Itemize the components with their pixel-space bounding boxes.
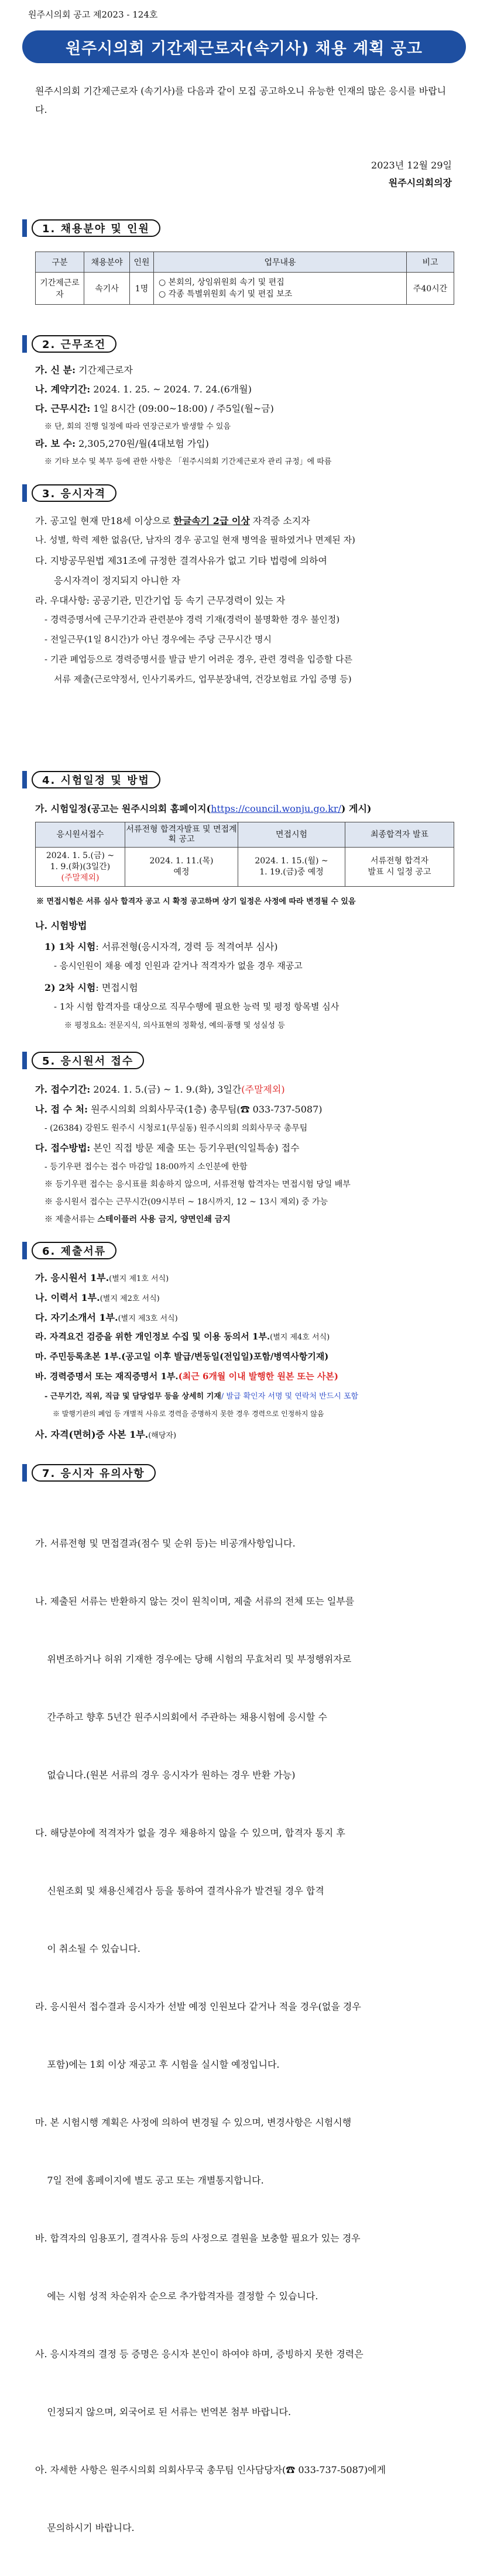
method-1: 1) 1차 시험: 서류전형(응시자격, 경력 등 적격여부 심사) (44, 941, 278, 952)
application-place: 나. 접 수 처: 원주시의회 의회사무국(1층) 총무팀(☎ 033-737-5087) (35, 1104, 323, 1115)
table-cell: 2024. 1. 15.(월) ~ 1. 19.(금)중 예정 (238, 848, 345, 887)
qualification-4c: - 기관 폐업등으로 경력증명서를 발급 받기 어려운 경우, 관련 경력을 입증할 다른 (44, 654, 352, 664)
qualification-4: 라. 우대사항: 공공기관, 민간기업 등 속기 근무경력이 있는 자 (35, 595, 286, 606)
section-heading-7 (22, 1464, 156, 1482)
table-cell: 서류전형 합격자 발표 시 일정 공고 (345, 848, 454, 887)
section-bar (22, 1052, 27, 1069)
notice-line: 인정되지 않으며, 외국어로 된 서류는 번역본 첨부 바랍니다. (35, 2406, 291, 2417)
condition-hours-note: ※ 단, 회의 진행 일정에 따라 연장근로가 발생할 수 있음 (44, 422, 231, 431)
table-cell: 주40시간 (407, 273, 454, 305)
section-title: 4. 시험일정 및 방법 (32, 771, 160, 788)
duty-line: ○ 본회의, 상임위원회 속기 및 편집 (159, 278, 284, 287)
application-note-4: ※ 제출서류는 스테이플러 사용 금지, 양면인쇄 금지 (44, 1215, 231, 1224)
notice-line: 에는 시험 성적 차순위자 순으로 추가합격자를 결정할 수 있습니다. (35, 2291, 318, 2302)
application-period: 가. 접수기간: 2024. 1. 5.(금) ~ 1. 9.(화), 3일간(주말제외) (35, 1084, 285, 1095)
table-cell: 기간제근로자 (36, 273, 84, 305)
document-1: 가. 응시원서 1부.(별지 제1호 서식) (35, 1272, 169, 1283)
document-6: 바. 경력증명서 또는 재직증명서 1부.(최근 6개월 이내 발행한 원본 또는 사본) (35, 1371, 338, 1382)
schedule-table (35, 822, 454, 887)
section-heading-3 (22, 484, 116, 502)
application-note-2: ※ 등기우편 접수는 응시표를 회송하지 않으며, 서류전형 합격자는 면접시험 당일 배부 (44, 1180, 351, 1189)
section-heading-2 (22, 335, 116, 353)
qualification-4b: - 전일근무(1일 8시간)가 아닌 경우에는 주당 근무시간 명시 (44, 634, 272, 645)
table-cell: 2024. 1. 11.(목) 예정 (125, 848, 238, 887)
condition-period: 나. 계약기간: 2024. 1. 25. ~ 2024. 7. 24.(6개월) (35, 384, 252, 395)
condition-pay-note: ※ 기타 보수 및 복무 등에 관한 사항은 「원주시의회 기간제근로자 관리 규정」에 따름 (44, 457, 332, 466)
section-heading-5 (22, 1052, 144, 1069)
signer: 원주시의회의장 (388, 177, 452, 188)
application-note-3: ※ 응시원서 접수는 근무시간(09시부터 ~ 18시까지, 12 ~ 13시 제외) 중 가능 (44, 1197, 328, 1207)
qualification-4a: - 경력증명서에 근무기간과 관련분야 경력 기재(경력이 불명확한 경우 불인정) (44, 614, 340, 625)
document-5: 마. 주민등록초본 1부.(공고일 이후 발급/변동일(전입일)포함/병역사항기재) (35, 1351, 329, 1362)
condition-status: 가. 신 분: 기간제근로자 (35, 364, 133, 376)
document-6-note2: ※ 발행기관의 폐업 등 개별적 사유로 경력을 증명하지 못한 경우 경력으로 인정하지 않음 (53, 1410, 324, 1418)
notice-line: 포함)에는 1회 이상 재공고 후 시험을 실시할 예정입니다. (35, 2059, 280, 2070)
method-1-note: - 응시인원이 채용 예정 인원과 같거나 적격자가 없을 경우 재공고 (54, 960, 303, 971)
table-cell: 속기사 (84, 273, 130, 305)
section-bar (22, 1464, 27, 1482)
table-header: 채용분야 (84, 252, 130, 273)
document-2: 나. 이력서 1부.(별지 제2호 서식) (35, 1292, 160, 1303)
qualification-1: 가. 공고일 현재 만18세 이상으로 한글속기 2급 이상 자격증 소지자 (35, 515, 310, 526)
notice-line: 7일 전에 홈페이지에 별도 공고 또는 개별통지합니다. (35, 2175, 264, 2186)
qualification-3b: 응시자격이 정지되지 아니한 자 (54, 575, 181, 586)
section-heading-1 (22, 219, 160, 237)
section-bar (22, 335, 27, 353)
notice-line: 간주하고 향후 5년간 원주시의회에서 주관하는 채용시험에 응시할 수 (35, 1711, 327, 1723)
section-title: 1. 채용분야 및 인원 (32, 219, 160, 237)
notices-list (35, 1495, 454, 2576)
section-heading-6 (22, 1242, 116, 1259)
method-2: 2) 2차 시험: 면접시험 (44, 982, 138, 993)
recruit-table (35, 252, 454, 305)
doc-number: 원주시의회 공고 제2023 - 124호 (28, 9, 158, 20)
qualification-3: 다. 지방공무원법 제31조에 규정한 결격사유가 없고 기타 법령에 의하여 (35, 555, 327, 566)
document-6-note: - 근무기간, 직위, 직급 및 담당업무 등을 상세히 기재/ 발급 확인자 서명 및 연락처 반드시 포함 (44, 1392, 359, 1401)
section-title: 3. 응시자격 (32, 484, 116, 502)
method-2-note: - 1차 시험 합격자를 대상으로 직무수행에 필요한 능력 및 평정 항목별 심사 (54, 1001, 339, 1012)
application-address: - (26384) 강원도 원주시 시청로1(무실동) 원주시의회 의회사무국 총무팀 (44, 1124, 308, 1133)
qualification-4d: 서류 제출(근로약정서, 인사기록카드, 업무분장내역, 건강보험료 가입 증명 등) (54, 674, 352, 684)
notice-line: 라. 응시원서 접수결과 응시자가 선발 예정 인원보다 같거나 적을 경우(없을 경우 (35, 2001, 361, 2012)
section-bar (22, 484, 27, 502)
schedule-note: ※ 면접시험은 서류 심사 합격자 공고 시 확정 공고하며 상기 일정은 사정에 따라 변경될 수 있음 (36, 897, 356, 906)
intro-text: 원주시의회 기간제근로자 (속기사)를 다음과 같이 모집 공고하오니 유능한 인재의 많은 응시를 바랍니다. (35, 85, 447, 115)
notice-line: 위변조하거나 허위 기재한 경우에는 당해 시험의 무효처리 및 부정행위자로 (35, 1654, 352, 1665)
table-header: 비고 (407, 252, 454, 273)
notice-line: 사. 응시자격의 결정 등 증명은 응시자 본인이 하여야 하며, 증빙하지 못한 경력은 (35, 2348, 363, 2360)
page-title: 원주시의회 기간제근로자(속기사) 채용 계획 공고 (22, 30, 466, 63)
document-3: 다. 자기소개서 1부.(별지 제3호 서식) (35, 1312, 178, 1323)
notice-line: 신원조회 및 채용신체검사 등을 통하여 결격사유가 발견될 경우 합격 (35, 1885, 324, 1896)
notice-line: 없습니다.(원본 서류의 경우 응시자가 원하는 경우 반환 가능) (35, 1769, 296, 1781)
notice-line: 다. 해당분야에 적격자가 없을 경우 채용하지 않을 수 있으며, 합격자 통지 후 (35, 1827, 345, 1838)
table-header: 업무내용 (154, 252, 407, 273)
table-header: 서류전형 합격자발표 및 면접계획 공고 (125, 822, 238, 848)
method-2-note2: ※ 평정요소: 전문지식, 의사표현의 정확성, 예의·품행 및 성실성 등 (64, 1021, 285, 1030)
table-header: 인원 (130, 252, 154, 273)
homepage-link[interactable]: https://council.wonju.go.kr/ (211, 803, 341, 814)
table-header: 응시원서접수 (36, 822, 125, 848)
notice-line: 이 취소될 수 있습니다. (35, 1943, 140, 1954)
section-bar (22, 771, 27, 788)
method-title: 나. 시험방법 (35, 920, 87, 931)
table-row (36, 273, 454, 305)
table-header: 면접시험 (238, 822, 345, 848)
section-title: 7. 응시자 유의사항 (32, 1464, 156, 1482)
table-header: 최종합격자 발표 (345, 822, 454, 848)
notice-line: 문의하시기 바랍니다. (35, 2522, 135, 2533)
table-cell: 1명 (130, 273, 154, 305)
table-row (36, 848, 454, 887)
duty-line: ○ 각종 특별위원회 속기 및 편집 보조 (159, 290, 293, 299)
application-method: 다. 접수방법: 본인 직접 방문 제출 또는 등기우편(익일특송) 접수 (35, 1142, 300, 1153)
section-title: 6. 제출서류 (32, 1242, 116, 1259)
application-note-1: - 등기우편 접수는 접수 마감일 18:00까지 소인분에 한함 (44, 1162, 248, 1172)
qualification-2: 나. 성별, 학력 제한 없음(단, 남자의 경우 공고일 현재 병역을 필하였거나 면제된 자) (35, 535, 355, 545)
table-cell (154, 273, 407, 305)
notice-line: 가. 서류전형 및 면접결과(점수 및 순위 등)는 비공개사항입니다. (35, 1538, 296, 1549)
notice-line: 나. 제출된 서류는 반환하지 않는 것이 원칙이며, 제출 서류의 전체 또는 일부를 (35, 1596, 355, 1607)
condition-pay: 라. 보 수: 2,305,270원/월(4대보험 가입) (35, 438, 209, 449)
notice-line: 마. 본 시험시행 계획은 사정에 의하여 변경될 수 있으며, 변경사항은 시험시행 (35, 2117, 352, 2128)
document-4: 라. 자격요건 검증을 위한 개인정보 수집 및 이용 동의서 1부.(별지 제4호 서식) (35, 1331, 330, 1342)
table-header: 구분 (36, 252, 84, 273)
notice-date: 2023년 12월 29일 (371, 160, 452, 171)
section-title: 2. 근무조건 (32, 335, 116, 353)
table-cell: 2024. 1. 5.(금) ~ 1. 9.(화)(3일간) (주말제외) (36, 848, 125, 887)
schedule-title: 가. 시험일정(공고는 원주시의회 홈페이지(https://council.wonju.go.kr/) 게시) (35, 803, 372, 814)
condition-hours: 다. 근무시간: 1일 8시간 (09:00~18:00) / 주5일(월~금) (35, 403, 274, 414)
section-bar (22, 1242, 27, 1259)
notice-line: 아. 자세한 사항은 원주시의회 의회사무국 총무팀 인사담당자(☎ 033-737-5087)에게 (35, 2464, 386, 2475)
section-heading-4 (22, 771, 160, 788)
section-bar (22, 219, 27, 237)
section-title: 5. 응시원서 접수 (32, 1052, 144, 1069)
notice-line: 바. 합격자의 임용포기, 결격사유 등의 사정으로 결원을 보충할 필요가 있는 경우 (35, 2233, 361, 2244)
document-7: 사. 자격(면허)증 사본 1부.(해당자) (35, 1429, 177, 1440)
